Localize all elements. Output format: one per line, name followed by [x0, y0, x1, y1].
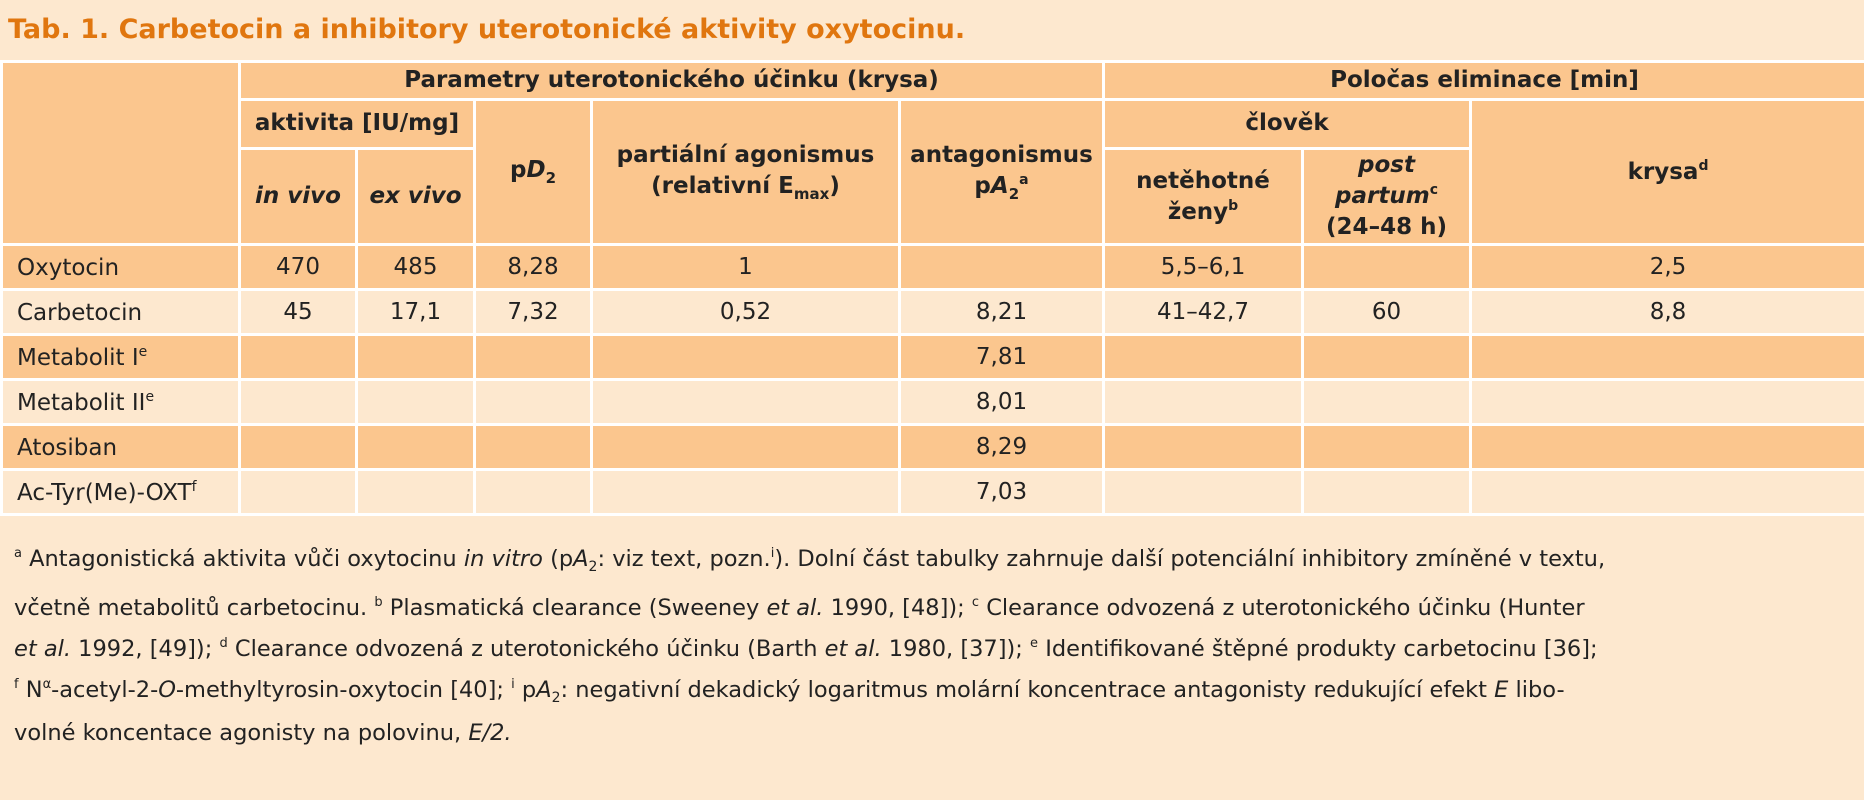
- cell-non-pregnant: [1104, 425, 1303, 470]
- cell-pD2: [475, 335, 592, 380]
- cell-ex-vivo: 17,1: [357, 290, 475, 335]
- table-row: [2, 290, 1864, 335]
- cell-in-vivo: [240, 425, 357, 470]
- cell-post-partum: 60: [1303, 290, 1471, 335]
- cell-rat: [1471, 380, 1864, 425]
- header-activity: aktivita [IU/mg]: [240, 100, 475, 149]
- header-empty-cell: [2, 62, 240, 245]
- cell-non-pregnant: 5,5–6,1: [1104, 245, 1303, 290]
- cell-non-pregnant: [1104, 335, 1303, 380]
- cell-pD2: [475, 380, 592, 425]
- cell-partial: [592, 470, 900, 515]
- cell-ex-vivo: [357, 380, 475, 425]
- header-post-partum: post partum$^c$ (24–48 h): [1303, 149, 1471, 245]
- header-human: člověk: [1104, 100, 1471, 149]
- cell-post-partum: [1303, 380, 1471, 425]
- cell-partial: [592, 425, 900, 470]
- cell-pD2: 7,32: [475, 290, 592, 335]
- footnote-line-2: včetně metabolitů carbetocinu. $^b$ Plasmatická clearance (Sweeney et al. 1990, [48]); $^c$ Clearance odvozená z uterotonického účinku (Hunter: [14, 595, 1585, 622]
- cell-in-vivo: [240, 380, 357, 425]
- header-ex-vivo: ex vivo: [357, 149, 475, 245]
- footnote-line-5: volné koncentace agonisty na polovinu, E/2.: [14, 720, 512, 747]
- row-label: Carbetocin: [2, 290, 240, 335]
- cell-ex-vivo: [357, 335, 475, 380]
- table-footnotes: [0, 516, 1864, 751]
- cell-antagonism: 7,03: [900, 470, 1104, 515]
- footnote-line-4: $^f$ $N^\alpha-acetyl-2-O-methyltyrosin$-oxytocin [40]; $^i$ $pA_2$: negativní dekadický logaritmus molární koncentrace antagonisty redukující efekt E libo-: [14, 677, 1565, 707]
- header-rat: krysa$^d$: [1471, 100, 1864, 245]
- header-row-2: [2, 100, 1864, 149]
- row-label: Ac-Tyr(Me)-OXT$^f$: [2, 470, 240, 515]
- cell-in-vivo: [240, 335, 357, 380]
- cell-non-pregnant: [1104, 470, 1303, 515]
- cell-antagonism: 7,81: [900, 335, 1104, 380]
- row-label: Atosiban: [2, 425, 240, 470]
- data-table: [0, 60, 1864, 516]
- cell-post-partum: [1303, 470, 1471, 515]
- table-title: Tab. 1. Carbetocin a inhibitory uterotonické aktivity oxytocinu.: [8, 14, 966, 45]
- table-row: [2, 425, 1864, 470]
- cell-rat: [1471, 335, 1864, 380]
- cell-partial: 1: [592, 245, 900, 290]
- cell-ex-vivo: [357, 425, 475, 470]
- header-antagonism: antagonismus $pA_2^a$: [900, 100, 1104, 245]
- cell-in-vivo: 470: [240, 245, 357, 290]
- footnote-line-3: et al. 1992, [49]); $^d$ Clearance odvozená z uterotonického účinku (Barth et al. 1980, [37]); $^e$ Identifikované štěpné produkty carbetocinu [36];: [14, 636, 1598, 663]
- cell-non-pregnant: 41–42,7: [1104, 290, 1303, 335]
- cell-ex-vivo: 485: [357, 245, 475, 290]
- cell-non-pregnant: [1104, 380, 1303, 425]
- cell-rat: [1471, 470, 1864, 515]
- cell-rat: 2,5: [1471, 245, 1864, 290]
- cell-partial: 0,52: [592, 290, 900, 335]
- cell-partial: [592, 335, 900, 380]
- cell-antagonism: 8,29: [900, 425, 1104, 470]
- cell-rat: 8,8: [1471, 290, 1864, 335]
- table-row: [2, 335, 1864, 380]
- cell-antagonism: 8,01: [900, 380, 1104, 425]
- row-label: Metabolit IIe: [2, 380, 240, 425]
- cell-antagonism: [900, 245, 1104, 290]
- header-pd2: $pD_2$: [475, 100, 592, 245]
- row-label: Metabolit Ie: [2, 335, 240, 380]
- cell-antagonism: 8,21: [900, 290, 1104, 335]
- header-partial-agonism: partiální agonismus (relativní $E_{max}$): [592, 100, 900, 245]
- cell-rat: [1471, 425, 1864, 470]
- header-in-vivo: in vivo: [240, 149, 357, 245]
- header-halflife-group: Poločas eliminace [min]: [1104, 62, 1864, 100]
- cell-ex-vivo: [357, 470, 475, 515]
- table-row: [2, 245, 1864, 290]
- row-label: Oxytocin: [2, 245, 240, 290]
- cell-in-vivo: 45: [240, 290, 357, 335]
- cell-in-vivo: [240, 470, 357, 515]
- cell-pD2: [475, 425, 592, 470]
- cell-pD2: 8,28: [475, 245, 592, 290]
- header-non-pregnant: netěhotné ženy$^b$: [1104, 149, 1303, 245]
- cell-post-partum: [1303, 245, 1471, 290]
- cell-post-partum: [1303, 335, 1471, 380]
- table-row: [2, 470, 1864, 515]
- cell-partial: [592, 380, 900, 425]
- header-params-group: Parametry uterotonického účinku (krysa): [240, 62, 1104, 100]
- table-row: [2, 380, 1864, 425]
- header-row-1: [2, 62, 1864, 100]
- footnote-line-1: $^a$ Antagonistická aktivita vůči oxytocinu in vitro ($pA_2$: viz text, pozn.$^i$). Dolní část tabulky zahrnuje další potenciální inhibitory zmíněné v textu,: [14, 546, 1606, 576]
- cell-post-partum: [1303, 425, 1471, 470]
- cell-pD2: [475, 470, 592, 515]
